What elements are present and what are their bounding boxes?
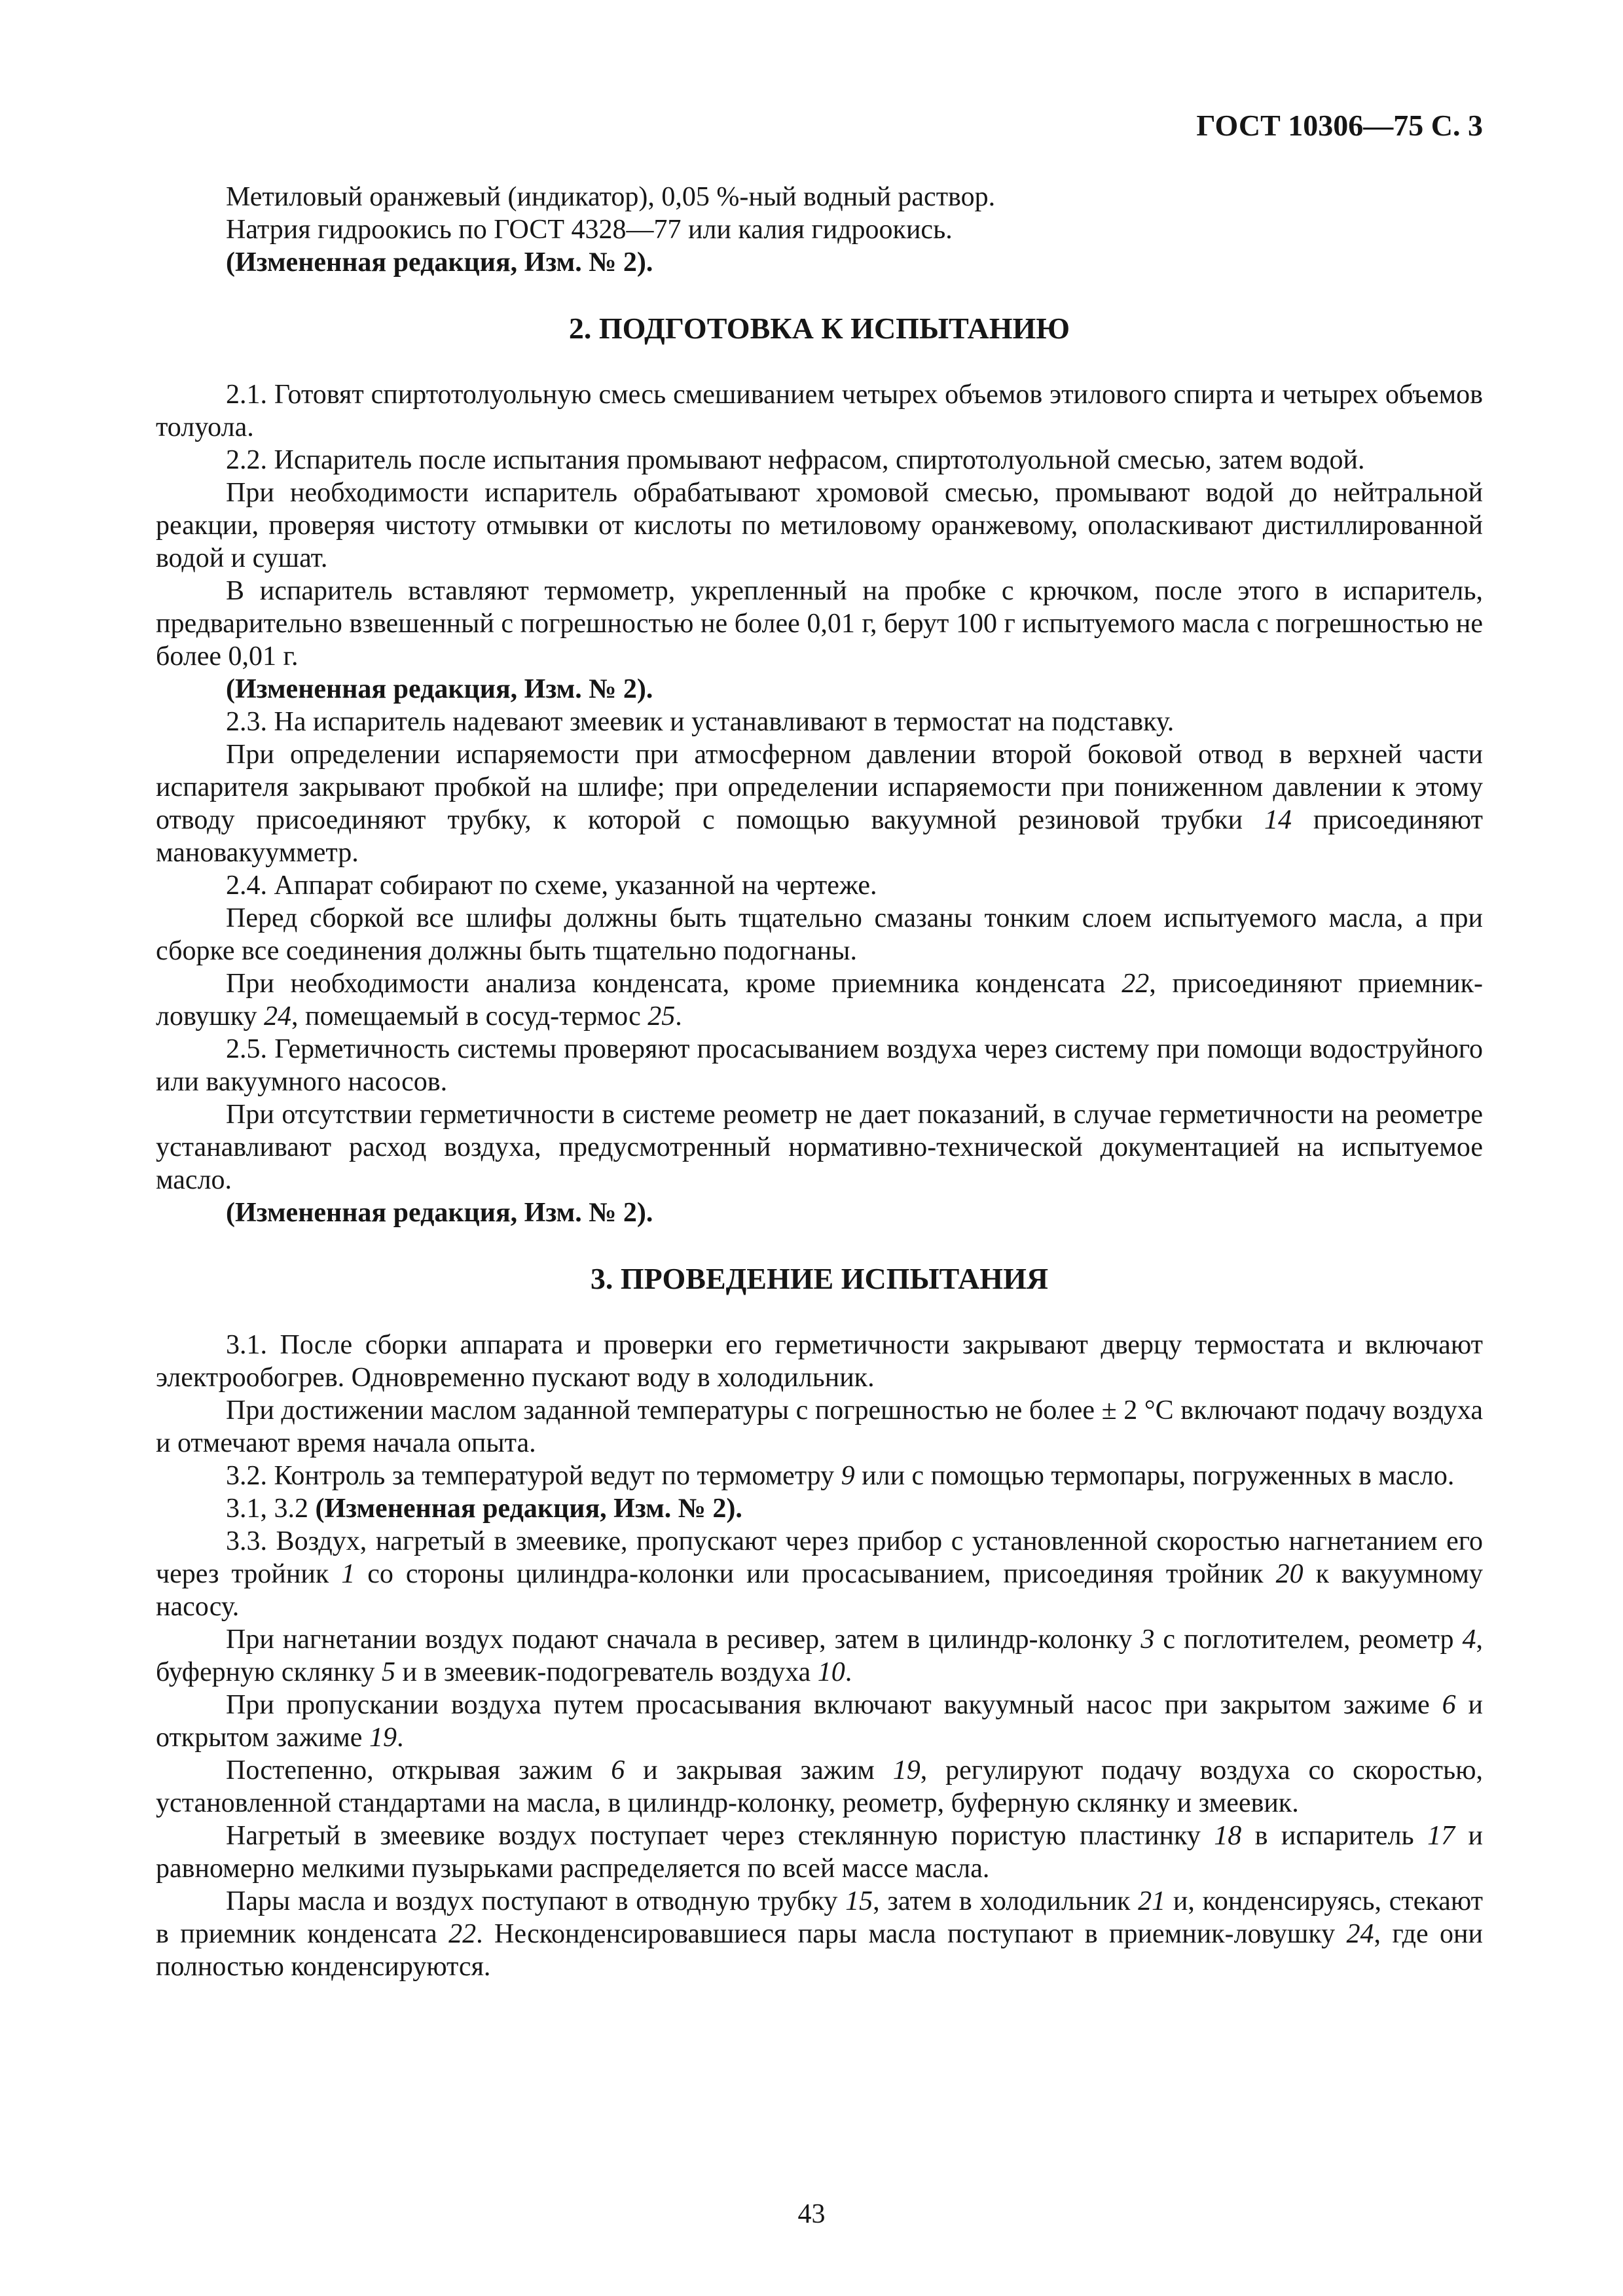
- text-run: , затем в холодильник: [873, 1886, 1139, 1916]
- part-reference-number: 21: [1138, 1886, 1166, 1916]
- text-run: 2.4. Аппарат собирают по схеме, указанной на чертеже.: [226, 870, 877, 901]
- part-reference-number: 19: [892, 1755, 921, 1785]
- text-run: 2.5. Герметичность системы проверяют просасыванием воздуха через систему при помощи водоструйного или вакуумного насосов.: [156, 1034, 1483, 1097]
- paragraph: [156, 1689, 1483, 1754]
- page-number: 43: [797, 2199, 826, 2229]
- text-run: 2.1. Готовят спиртотолуольную смесь смешиванием четырех объемов этилового спирта и четырех объемов толуола.: [156, 380, 1483, 442]
- text-run: и открытом зажиме: [156, 1690, 1483, 1753]
- part-reference-number: 25: [647, 1001, 676, 1031]
- amendment-note: (Измененная редакция, Изм. № 2).: [226, 674, 653, 704]
- text-run: Натрия гидроокись по ГОСТ 4328—77 или калия гидроокись.: [226, 215, 953, 245]
- part-reference-number: 9: [841, 1461, 855, 1491]
- text-run: 3.1, 3.2: [226, 1494, 316, 1524]
- text-run: , буферную склянку: [156, 1624, 1483, 1687]
- paragraph: [156, 246, 1483, 279]
- running-head: ГОСТ 10306—75 С. 3: [1196, 109, 1483, 142]
- text-run: 2.2. Испаритель после испытания промывают нефрасом, спиртотолуольной смесью, затем водой.: [226, 445, 1365, 475]
- text-run: со стороны цилиндра-колонки или просасыванием, присоединяя тройник: [355, 1559, 1276, 1589]
- part-reference-number: 14: [1264, 805, 1292, 835]
- section-heading: 3. ПРОВЕДЕНИЕ ИСПЫТАНИЯ: [590, 1262, 1049, 1295]
- paragraph: [156, 1033, 1483, 1098]
- text-run: При определении испаряемости при атмосферном давлении второй боковой отвод в верхней части испарителя закрывают пробкой на шлифе; при определении испаряемости при пониженном давлении к этому отводу присоединяют трубку, к которой с помощью вакуумной резиновой трубки: [156, 740, 1483, 835]
- text-run: и, конденсируясь, стекают в приемник конденсата: [156, 1886, 1483, 1949]
- document-body: [156, 181, 1483, 1983]
- text-run: .: [845, 1657, 852, 1687]
- paragraph: [156, 1754, 1483, 1820]
- text-run: Постепенно, открывая зажим: [226, 1755, 611, 1785]
- text-run: , регулируют подачу воздуха со скоростью, установленной стандартами на масла, в цилиндр-колонку, реометр, буферную склянку и змеевик.: [156, 1755, 1483, 1818]
- text-run: Метиловый оранжевый (индикатор), 0,05 %-ный водный раствор.: [226, 182, 996, 212]
- text-run: При достижении маслом заданной температуры с погрешностью не более ± 2 °С включают подачу воздуха и отмечают время начала опыта.: [156, 1395, 1483, 1458]
- text-run: 3.2. Контроль за температурой ведут по термометру: [226, 1461, 841, 1491]
- text-run: При необходимости испаритель обрабатывают хромовой смесью, промывают водой до нейтральной реакции, проверяя чистоту отмывки от кислоты по метиловому оранжевому, ополаскивают дистиллированной водой и сушат.: [156, 478, 1483, 573]
- text-run: в испаритель: [1241, 1821, 1428, 1851]
- text-run: , присоединяют приемник-ловушку: [156, 969, 1483, 1031]
- part-reference-number: 5: [382, 1657, 396, 1687]
- text-run: Пары масла и воздух поступают в отводную трубку: [226, 1886, 846, 1916]
- text-run: и в змеевик-подогреватель воздуха: [395, 1657, 818, 1687]
- part-reference-number: 19: [369, 1723, 397, 1753]
- paragraph: [156, 1885, 1483, 1983]
- part-reference-number: 6: [1442, 1690, 1456, 1720]
- part-reference-number: 20: [1275, 1559, 1304, 1589]
- part-reference-number: 10: [817, 1657, 845, 1687]
- text-run: 3.1. После сборки аппарата и проверки его герметичности закрывают дверцу термостата и включают электрообогрев. Одновременно пускают воду в холодильник.: [156, 1330, 1483, 1393]
- paragraph: [156, 1196, 1483, 1229]
- text-run: , где они полностью конденсируются.: [156, 1919, 1483, 1982]
- text-run: .: [675, 1001, 682, 1031]
- part-reference-number: 4: [1462, 1624, 1476, 1655]
- text-run: , помещаемый в сосуд-термос: [291, 1001, 648, 1031]
- amendment-note: (Измененная редакция, Изм. № 2).: [226, 247, 653, 278]
- text-run: .: [396, 1723, 404, 1753]
- paragraph: [156, 673, 1483, 706]
- part-reference-number: 18: [1214, 1821, 1242, 1851]
- text-run: присоединяют мановакуумметр.: [156, 805, 1484, 868]
- paragraph: [156, 706, 1483, 738]
- part-reference-number: 1: [341, 1559, 356, 1589]
- text-run: Перед сборкой все шлифы должны быть тщательно смазаны тонким слоем испытуемого масла, а при сборке все соединения должны быть тщательно подогнаны.: [156, 903, 1483, 966]
- part-reference-number: 24: [264, 1001, 292, 1031]
- text-run: или с помощью термопары, погруженных в масло.: [854, 1461, 1455, 1491]
- part-reference-number: 24: [1346, 1919, 1374, 1949]
- text-run: При необходимости анализа конденсата, кроме приемника конденсата: [226, 969, 1122, 999]
- amendment-note: (Измененная редакция, Изм. № 2).: [226, 1198, 653, 1228]
- text-run: При пропускании воздуха путем просасывания включают вакуумный насос при закрытом зажиме: [226, 1690, 1442, 1720]
- paragraph: [156, 738, 1483, 869]
- text-run: и равномерно мелкими пузырьками распределяется по всей массе масла.: [156, 1821, 1483, 1884]
- paragraph: [156, 902, 1483, 967]
- paragraph: [156, 213, 1483, 246]
- paragraph: [156, 1623, 1483, 1689]
- text-run: 3.3. Воздух, нагретый в змеевике, пропускают через прибор с установленной скоростью нагнетанием его через тройник: [156, 1526, 1483, 1589]
- text-run: При отсутствии герметичности в системе реометр не дает показаний, в случае герметичности на реометре устанавливают расход воздуха, предусмотренный нормативно-технической документацией на испытуемое масло.: [156, 1100, 1483, 1195]
- text-run: Нагретый в змеевике воздух поступает через стеклянную пористую пластинку: [226, 1821, 1214, 1851]
- part-reference-number: 6: [611, 1755, 625, 1785]
- paragraph: [156, 869, 1483, 902]
- paragraph: [156, 1329, 1483, 1394]
- paragraph: [156, 575, 1483, 673]
- part-reference-number: 3: [1140, 1624, 1155, 1655]
- text-run: 2.3. На испаритель надевают змеевик и устанавливают в термостат на подставку.: [226, 707, 1175, 737]
- paragraph: [156, 476, 1483, 575]
- paragraph: [156, 378, 1483, 444]
- part-reference-number: 22: [1122, 969, 1150, 999]
- section-heading: 2. ПОДГОТОВКА К ИСПЫТАНИЮ: [568, 312, 1070, 345]
- text-run: с поглотителем, реометр: [1154, 1624, 1463, 1655]
- text-run: В испаритель вставляют термометр, укрепленный на пробке с крючком, после этого в испаритель, предварительно взвешенный с погрешностью не более 0,01 г, берут 100 г испытуемого масла с погрешностью не более 0,01 г.: [156, 576, 1483, 672]
- part-reference-number: 17: [1427, 1821, 1455, 1851]
- paragraph: [156, 1394, 1483, 1460]
- paragraph: [156, 967, 1483, 1033]
- paragraph: [156, 1525, 1483, 1623]
- text-run: и закрывая зажим: [625, 1755, 893, 1785]
- part-reference-number: 15: [845, 1886, 873, 1916]
- paragraph: [156, 1492, 1483, 1525]
- paragraph: [156, 1820, 1483, 1885]
- text-run: При нагнетании воздух подают сначала в ресивер, затем в цилиндр-колонку: [226, 1624, 1141, 1655]
- part-reference-number: 22: [448, 1919, 477, 1949]
- paragraph: [156, 444, 1483, 476]
- paragraph: [156, 181, 1483, 213]
- amendment-note: (Измененная редакция, Изм. № 2).: [315, 1494, 742, 1524]
- paragraph: [156, 1460, 1483, 1492]
- paragraph: [156, 1098, 1483, 1196]
- text-run: . Несконденсировавшиеся пары масла поступают в приемник-ловушку: [476, 1919, 1347, 1949]
- text-run: к вакуумному насосу.: [156, 1559, 1483, 1622]
